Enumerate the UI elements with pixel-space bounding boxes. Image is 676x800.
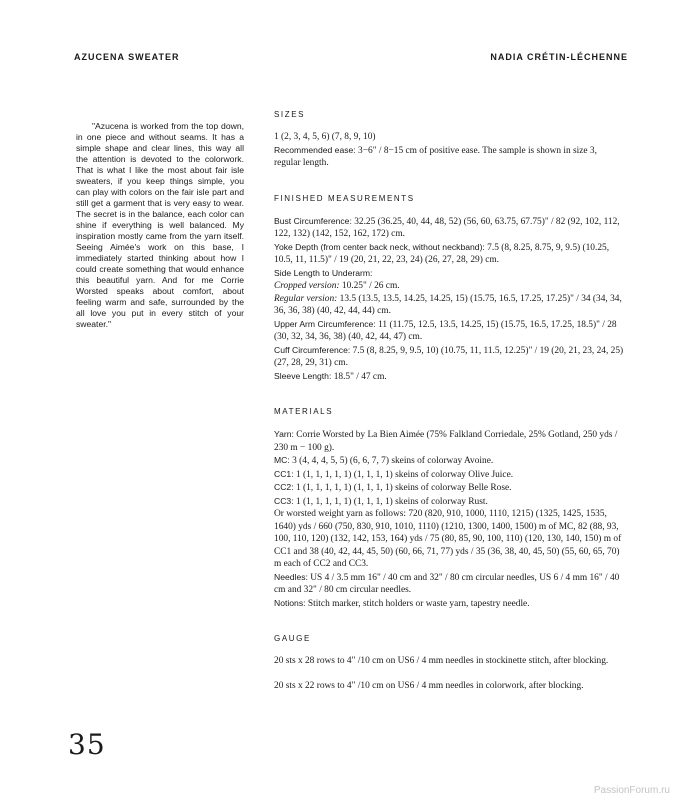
recommended-ease (274, 144, 624, 170)
ease-text: 3−6" / 8−15 cm of positive ease. The sample is shown in size 3, regular length. (274, 145, 597, 168)
gauge-title: GAUGE (274, 634, 311, 643)
gauge-section (274, 634, 624, 692)
regular-label: Regular version: (274, 293, 338, 304)
pattern-details (274, 110, 624, 692)
cc2-color (274, 481, 624, 495)
sleeve-length (274, 370, 624, 384)
yarn-text: Corrie Worsted by La Bien Aimée (75% Falkland Corriedale, 25% Gotland, 250 yds / 230 m − 100 g). (274, 430, 618, 453)
side-length (274, 267, 624, 281)
yarn (274, 428, 624, 454)
sizes-title: SIZES (274, 110, 306, 119)
cc3-text: 1 (1, 1, 1, 1, 1) (1, 1, 1, 1) skeins of colorway Rust. (295, 496, 488, 507)
mc-color (274, 454, 624, 468)
mc-text: 3 (4, 4, 4, 5, 5) (6, 6, 7, 7) skeins of colorway Avoine. (292, 456, 494, 466)
sizes-section (274, 110, 624, 170)
cc3-color (274, 495, 624, 509)
measurements-title: FINISHED MEASUREMENTS (274, 193, 415, 203)
yarn-label: Yarn: (274, 429, 294, 439)
finished-measurements-section (274, 194, 624, 384)
header-pattern-title: AZUCENA SWEATER (74, 52, 180, 62)
bust-circumference (274, 215, 624, 241)
upper-arm-text: 11 (11.75, 12.5, 13.5, 14.25, 15) (15.75, 16.5, 17.25, 18.5)" / 28 (30, 32, 34, 36, 38) (40, 42, 44, 47) cm. (274, 319, 617, 342)
cropped-label: Cropped version: (274, 281, 340, 291)
page-number: 35 (68, 728, 106, 761)
cropped-version (274, 280, 624, 293)
bust-text: 32.25 (36.25, 40, 44, 48, 52) (56, 60, 63.75, 67.75)" / 82 (92, 102, 112, 122, 132) (142, 152, 162, 172) cm. (274, 216, 620, 239)
notions (274, 597, 624, 611)
cc3-label: CC3: (274, 495, 294, 506)
header-designer-name: NADIA CRÉTIN-LÉCHENNE (490, 52, 628, 62)
sleeve-label: Sleeve Length: (274, 370, 332, 381)
cropped-text: 10.25" / 26 cm. (341, 281, 400, 291)
cc2-label: CC2: (274, 482, 294, 492)
gauge-stockinette: 20 sts x 28 rows to 4" /10 cm on US6 / 4 mm needles in stockinette stitch, after blocking. (274, 656, 609, 666)
upper-arm-label: Upper Arm Circumference: (274, 318, 376, 329)
materials-section (274, 407, 624, 610)
notions-label: Notions: (274, 597, 306, 608)
regular-version (274, 293, 624, 318)
watermark: PassionForum.ru (593, 785, 670, 796)
cc2-text: 1 (1, 1, 1, 1, 1) (1, 1, 1, 1) skeins of colorway Belle Rose. (295, 483, 512, 493)
designer-quote: "Azucena is worked from the top down, in one piece and without seams. It has a simple shape and clear lines, this way all the attention is devoted to the colorwork. That is what I like the most about fair isle sweaters, if you keep things simple, you can play with colors on the fair isle part and still get a garment that is very easy to wear. The secret is in the balance, each color can shine if everything is well balanced. My inspiration mostly came from the yarn itself. Seeing Aimée's work on this base, I immediately started thinking about how I could create something that would enhance this beautiful yarn. And for me Corrie Worsted speaks about comfort, about feeling warm and safe, surrounded by the all love you put in every stitch of your sweater." (76, 121, 244, 329)
upper-arm-circumference (274, 318, 624, 344)
side-label: Side Length to Underarm: (274, 267, 373, 278)
needles (274, 571, 624, 597)
ease-label: Recommended ease: (274, 144, 356, 155)
materials-title: MATERIALS (274, 407, 334, 416)
cuff-label: Cuff Circumference: (274, 344, 351, 355)
bust-label: Bust Circumference: (274, 215, 352, 226)
sleeve-text: 18.5" / 47 cm. (333, 371, 387, 382)
cc1-text: 1 (1, 1, 1, 1, 1) (1, 1, 1, 1) skeins of colorway Olive Juice. (295, 469, 514, 480)
yoke-depth (274, 241, 624, 267)
needles-text: US 4 / 3.5 mm 16" / 40 cm and 32" / 80 cm circular needles, US 6 / 4 mm 16" / 40 cm and 32" / 80 cm circular needles. (274, 572, 620, 595)
notions-text: Stitch marker, stitch holders or waste yarn, tapestry needle. (307, 598, 530, 609)
regular-text: 13.5 (13.5, 13.5, 14.25, 14.25, 15) (15.75, 16.5, 17.25, 17.25)" / 34 (34, 34, 36, 36, 38) (40, 42, 44, 44) cm. (274, 293, 622, 316)
cc1-color (274, 468, 624, 482)
yoke-label: Yoke Depth (from center back neck, without neckband): (274, 241, 485, 252)
cc1-label: CC1: (274, 468, 294, 479)
needles-label: Needles: (274, 571, 308, 582)
cuff-text: 7.5 (8, 8.25, 9, 9.5, 10) (10.75, 11, 11.5, 12.25)" / 19 (20, 21, 23, 24, 25) (27, 28, 29, 31) cm. (274, 345, 624, 368)
sizes-list: 1 (2, 3, 4, 5, 6) (7, 8, 9, 10) (274, 132, 376, 142)
mc-label: MC: (274, 455, 290, 465)
gauge-colorwork: 20 sts x 22 rows to 4" /10 cm on US6 / 4 mm needles in colorwork, after blocking. (274, 680, 584, 691)
yoke-text: 7.5 (8, 8.25, 8.75, 9, 9.5) (10.25, 10.5, 11, 11.5)" / 19 (20, 21, 22, 23, 24) (26, 27, 28, 29) cm. (274, 242, 610, 265)
alternative-yarn: Or worsted weight yarn as follows: 720 (820, 910, 1000, 1110, 1215) (1325, 1425, 1535, 1640) yds / 660 (750, 830, 910, 1010, 1110) (1210, 1300, 1400, 1500) m of MC, 82 (88, 93, 100, 110, 120) (132, 142, 153, 164) yds / 75 (80, 85, 90, 100, 110) (120, 130, 140, 150) m of CC1 and 38 (40, 42, 44, 45, 50) (60, 66, 71, 77) yds / 35 (36, 38, 40, 45, 50) (55, 60, 65, 70) m each of CC2 and CC3. (274, 509, 622, 569)
cuff-circumference (274, 344, 624, 370)
